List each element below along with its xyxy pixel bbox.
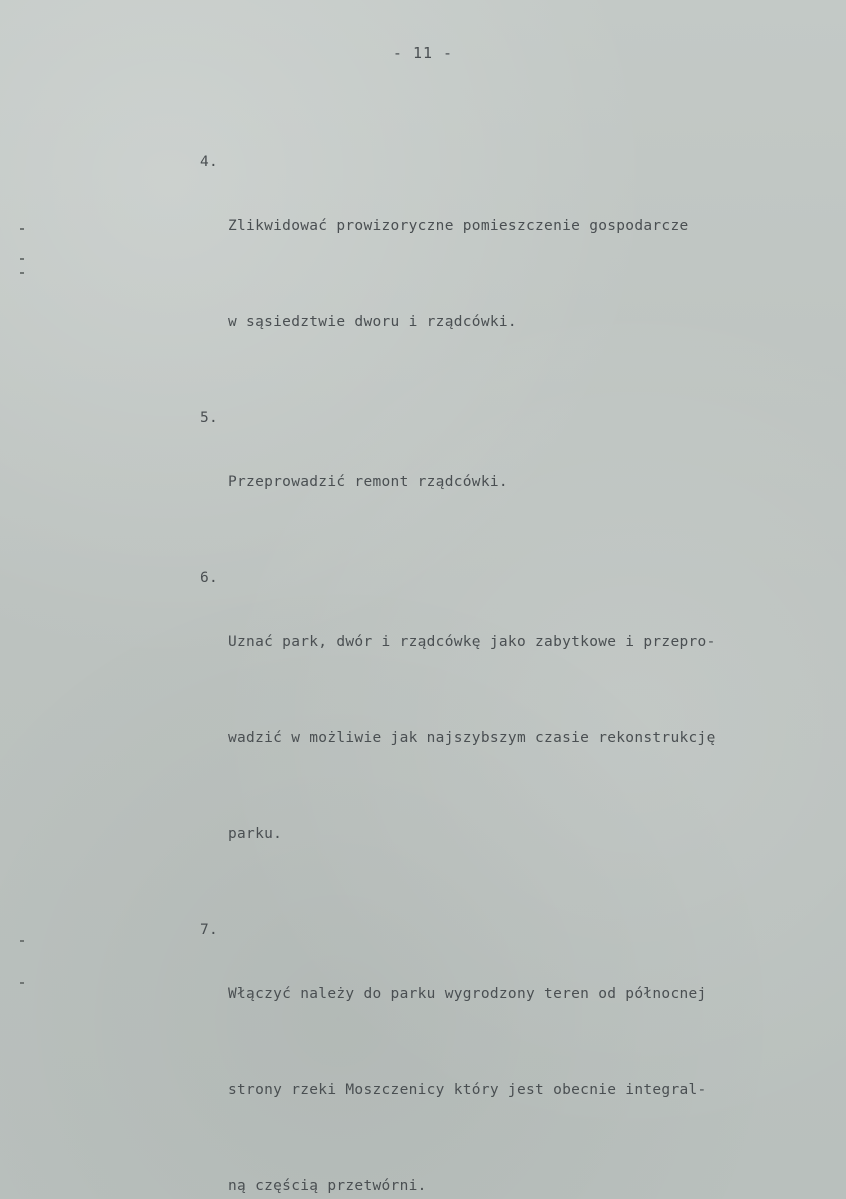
margin-mark: [20, 272, 24, 274]
item-text: [228, 562, 810, 914]
margin-mark: [20, 940, 24, 942]
item-number: 7.: [200, 922, 219, 938]
item-line: Zlikwidować prowizoryczne pomieszczenie gospodarcze: [228, 218, 689, 234]
list-item: [200, 914, 810, 1199]
item-number: 6.: [200, 570, 219, 586]
item-line: Przeprowadzić remont rządcówki.: [228, 474, 508, 490]
margin-mark: [20, 258, 24, 260]
item-number: 4.: [200, 154, 219, 170]
list-item: [200, 402, 810, 562]
item-line: ną częścią przetwórni.: [228, 1178, 427, 1194]
recommendation-list: [200, 146, 810, 1199]
item-text: [228, 146, 810, 402]
item-line: strony rzeki Moszczenicy który jest obecnie integral-: [228, 1082, 707, 1098]
page-number: - 11 -: [392, 44, 454, 62]
item-text: [228, 402, 810, 562]
margin-mark: [20, 228, 24, 230]
item-line: w sąsiedztwie dworu i rządcówki.: [228, 314, 517, 330]
item-line: parku.: [228, 826, 283, 842]
item-line: Włączyć należy do parku wygrodzony teren od północnej: [228, 986, 707, 1002]
item-text: [228, 914, 810, 1199]
list-item: [200, 146, 810, 402]
margin-mark: [20, 982, 24, 984]
item-number: 5.: [200, 410, 219, 426]
list-item: [200, 562, 810, 914]
item-line: Uznać park, dwór i rządcówkę jako zabytkowe i przepro-: [228, 634, 716, 650]
item-line: wadzić w możliwie jak najszybszym czasie rekonstrukcję: [228, 730, 716, 746]
